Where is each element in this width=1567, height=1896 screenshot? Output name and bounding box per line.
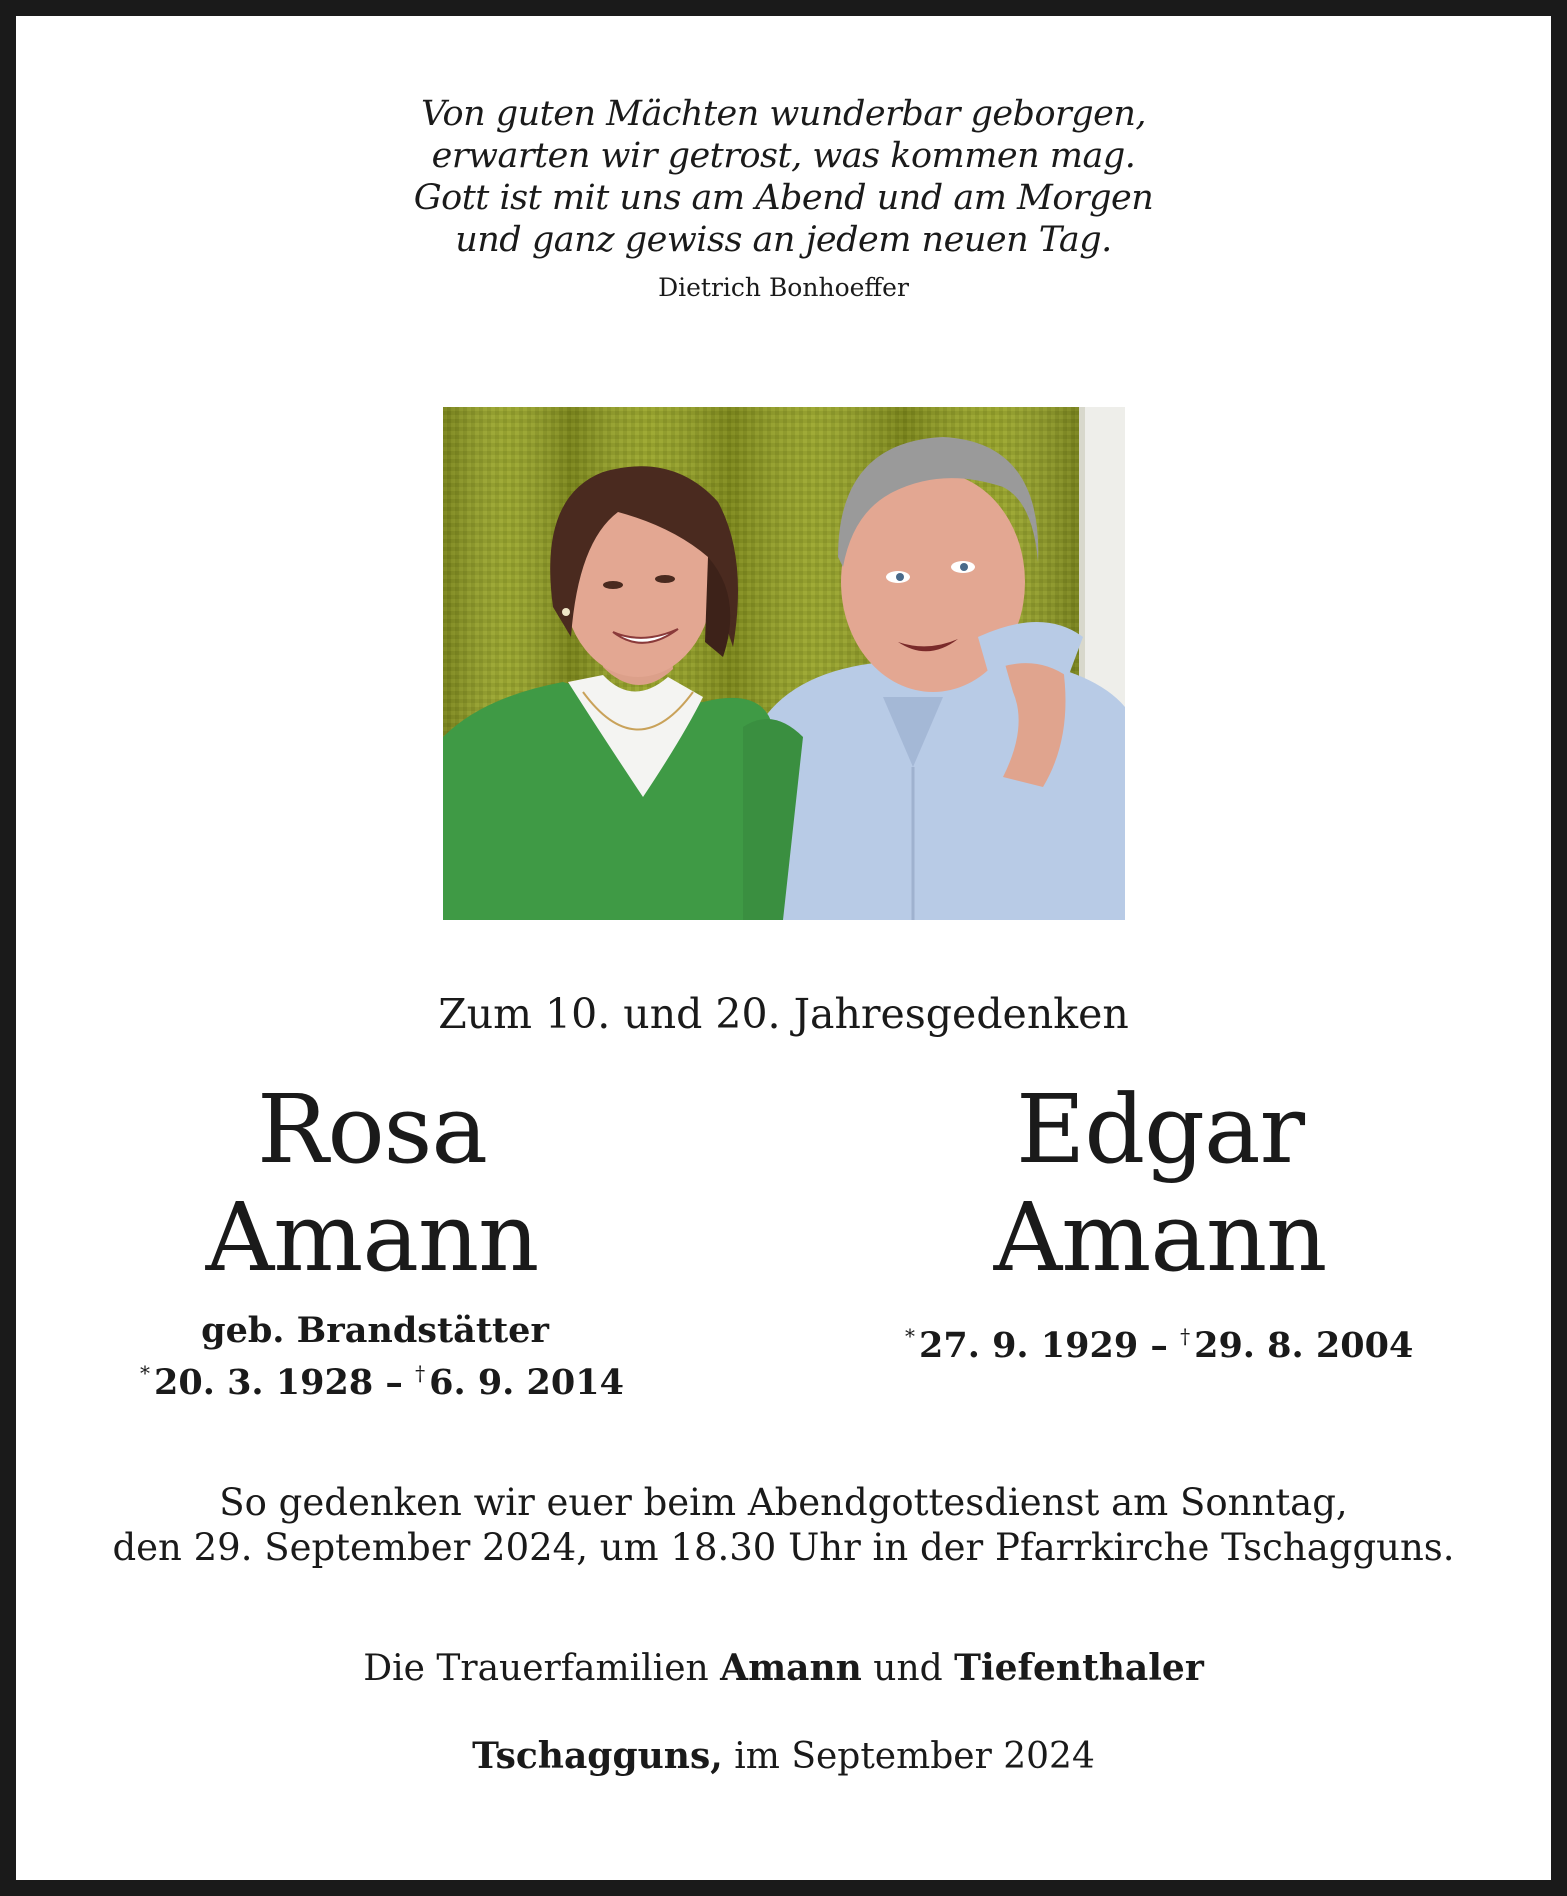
rosa-details bbox=[140, 1310, 624, 1404]
quote-line: Gott ist mit uns am Abend und am Morgen bbox=[413, 178, 1154, 218]
service-announcement bbox=[0, 1480, 1567, 1570]
first-name: Edgar bbox=[1015, 1075, 1305, 1185]
first-name: Rosa bbox=[256, 1075, 488, 1185]
birth-symbol: * bbox=[905, 1324, 915, 1348]
quote-author: Dietrich Bonhoeffer bbox=[658, 273, 909, 302]
death-symbol: † bbox=[1180, 1324, 1191, 1348]
service-line: So gedenken wir euer beim Abendgottesdienst am Sonntag, bbox=[219, 1481, 1348, 1524]
dash: – bbox=[1150, 1325, 1168, 1366]
birth-date: 20. 3. 1928 bbox=[154, 1362, 374, 1403]
bonhoeffer-quote bbox=[0, 93, 1567, 261]
mourning-families bbox=[0, 1646, 1567, 1691]
quote-line: und ganz gewiss an jedem neuen Tag. bbox=[455, 220, 1112, 260]
family-conjunction: und bbox=[873, 1648, 943, 1689]
life-dates bbox=[140, 1352, 624, 1404]
man-shirt bbox=[743, 657, 1125, 920]
last-name: Amann bbox=[205, 1183, 539, 1293]
quote-line: Von guten Mächten wunderbar geborgen, bbox=[420, 94, 1147, 134]
last-name: Amann bbox=[993, 1183, 1327, 1293]
dash: – bbox=[385, 1362, 403, 1403]
edgar-name bbox=[950, 1076, 1370, 1292]
maiden-name: geb. Brandstätter bbox=[201, 1310, 549, 1351]
death-date: 29. 8. 2004 bbox=[1194, 1325, 1414, 1366]
date: im September 2024 bbox=[734, 1736, 1095, 1777]
death-date: 6. 9. 2014 bbox=[429, 1362, 624, 1403]
family-name-tiefenthaler: Tiefenthaler bbox=[954, 1647, 1204, 1689]
family-prefix: Die Trauerfamilien bbox=[363, 1648, 709, 1689]
family-name-amann: Amann bbox=[720, 1647, 862, 1689]
edgar-details bbox=[905, 1315, 1414, 1367]
couple-portrait-photo bbox=[443, 407, 1125, 920]
birth-date: 27. 9. 1929 bbox=[919, 1325, 1139, 1366]
quote-line: erwarten wir getrost, was kommen mag. bbox=[431, 136, 1136, 176]
occasion-heading: Zum 10. und 20. Jahresgedenken bbox=[438, 990, 1129, 1038]
rosa-name bbox=[172, 1076, 572, 1292]
place-and-date bbox=[0, 1734, 1567, 1779]
service-line: den 29. September 2024, um 18.30 Uhr in der Pfarrkirche Tschagguns. bbox=[112, 1526, 1455, 1569]
birth-symbol: * bbox=[140, 1361, 150, 1385]
life-dates bbox=[905, 1315, 1414, 1367]
death-symbol: † bbox=[415, 1361, 426, 1385]
place: Tschagguns, bbox=[472, 1735, 723, 1777]
